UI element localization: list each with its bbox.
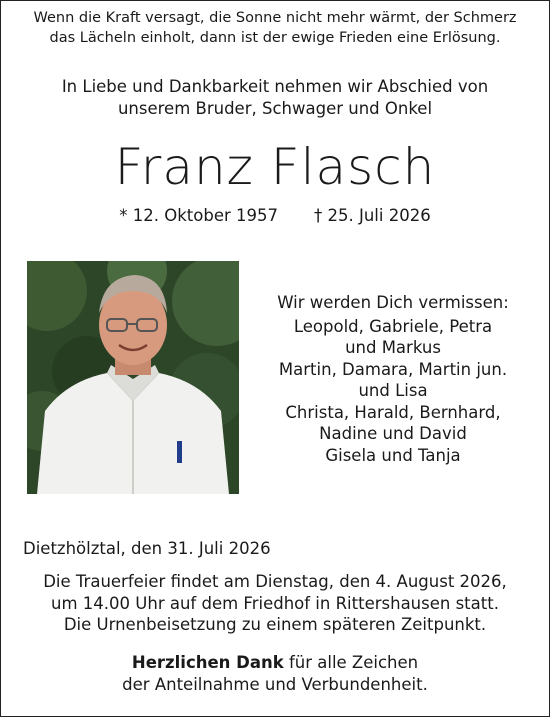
poem-line-2: das Lächeln einholt, dann ist der ewige Frieden eine Erlösung. [49, 30, 501, 46]
death-date: † 25. Juli 2026 [314, 206, 431, 225]
place-and-date: Dietzhölztal, den 31. Juli 2026 [23, 539, 271, 558]
mourner-line: und Lisa [358, 381, 428, 400]
mourner-line: Christa, Harald, Bernhard, [285, 402, 501, 422]
intro-line-2: unserem Bruder, Schwager und Onkel [117, 99, 433, 118]
thanks-note [0, 652, 550, 696]
thanks-line-2: der Anteilnahme und Verbundenheit. [122, 675, 428, 694]
mourner-line: Gisela und Tanja [325, 445, 461, 465]
mourners-heading: Wir werden Dich vermissen: [277, 293, 509, 312]
mourners-list [258, 292, 528, 466]
thanks-bold: Herzlichen Dank [131, 653, 284, 672]
mourner-line: Martin, Damara, Martin jun. [278, 359, 508, 379]
deceased-name: Franz Flasch [114, 138, 436, 196]
birth-date: * 12. Oktober 1957 [119, 206, 278, 225]
farewell-intro [0, 76, 550, 120]
ceremony-line-3: Die Urnenbeisetzung zu einem späteren Zeitpunkt. [63, 615, 487, 634]
portrait-image [27, 261, 239, 494]
ceremony-info [0, 571, 550, 636]
poem-line-1: Wenn die Kraft versagt, die Sonne nicht mehr wärmt, der Schmerz [33, 10, 517, 26]
poem-verse [0, 8, 550, 48]
mourner-line: und Markus [345, 338, 441, 357]
thanks-rest: für alle Zeichen [283, 653, 419, 672]
intro-line-1: In Liebe und Dankbarkeit nehmen wir Abschied von [61, 77, 489, 96]
portrait-photo [27, 261, 239, 494]
mourner-line: Nadine und David [319, 424, 467, 443]
life-dates [0, 205, 550, 227]
ceremony-line-1: Die Trauerfeier findet am Dienstag, den 4. August 2026, [43, 572, 507, 591]
mourner-line: Leopold, Gabriele, Petra [293, 316, 493, 336]
ceremony-line-2: um 14.00 Uhr auf dem Friedhof in Rittershausen statt. [51, 593, 499, 613]
